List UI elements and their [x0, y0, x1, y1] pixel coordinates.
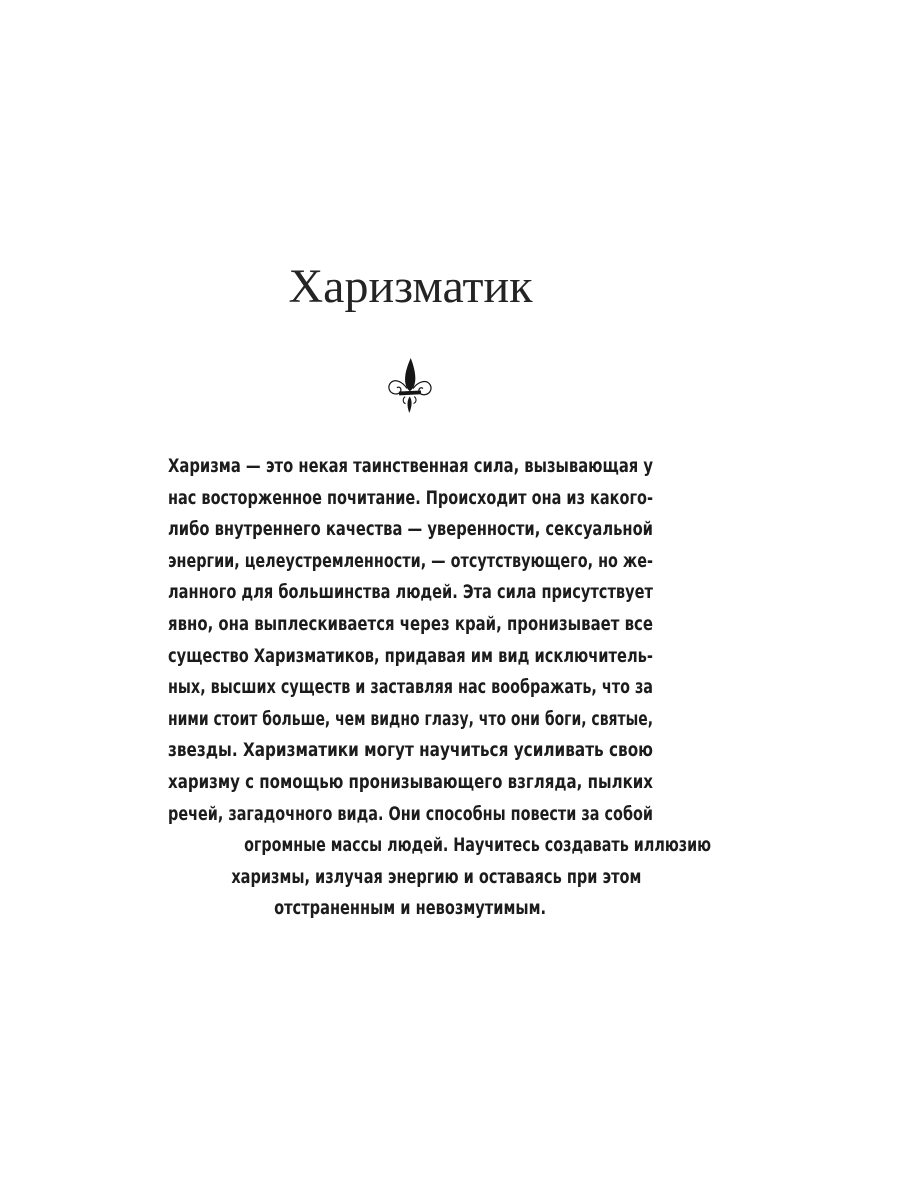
paragraph-line-text: энергии, целеустремленности, — отсутствующего, но же- [168, 549, 653, 572]
paragraph-line-text: нас восторженное почитание. Происходит она из какого- [168, 486, 653, 509]
paragraph-line [168, 735, 653, 767]
chapter-title: Харизматик [288, 260, 533, 313]
paragraph-line [168, 514, 653, 546]
paragraph-line-text: харизмы, излучая энергию и оставаясь при этом [231, 865, 642, 888]
paragraph-line-text: либо внутреннего качества — уверенности, сексуальной [168, 518, 653, 541]
paragraph-line [168, 893, 653, 925]
paragraph-line-text: речей, загадочного вида. Они способны повести за собой [168, 802, 653, 825]
paragraph-line-text: ними стоит больше, чем видно глазу, что они боги, святые, [168, 707, 653, 730]
fleur-de-lis-icon [385, 356, 435, 415]
paragraph-line [168, 767, 653, 799]
paragraph-line [168, 641, 653, 673]
chapter-paragraph [168, 451, 712, 925]
paragraph-line [168, 609, 653, 641]
paragraph-line [168, 451, 653, 483]
paragraph-line-text: ланного для большинства людей. Эта сила присутствует [168, 581, 653, 604]
paragraph-line-text: огромные массы людей. Научитесь создавать иллюзию [244, 834, 712, 857]
paragraph-line-text: Харизма — это некая таинственная сила, вызывающая у [168, 455, 653, 477]
paragraph-line-text: звезды. Харизматики могут научиться усиливать свою [168, 739, 653, 762]
paragraph-line-text: отстраненным и невозмутимым. [274, 897, 547, 920]
paragraph-line [168, 546, 653, 578]
paragraph-line-text: харизму с помощью пронизывающего взгляда, пылких [168, 770, 653, 793]
paragraph-line-text: явно, она выплескивается через край, пронизывает все [168, 612, 653, 635]
paragraph-line [168, 483, 653, 515]
paragraph-line [168, 672, 653, 704]
paragraph-line [168, 830, 712, 862]
paragraph-line-text: ных, высших существ и заставляя нас воображать, что за [168, 676, 653, 699]
paragraph-line-text: существо Харизматиков, придавая им вид исключитель- [168, 644, 653, 667]
paragraph-line [168, 862, 653, 894]
paragraph-line [168, 704, 653, 736]
paragraph-line [168, 799, 653, 831]
paragraph-line [168, 577, 653, 609]
